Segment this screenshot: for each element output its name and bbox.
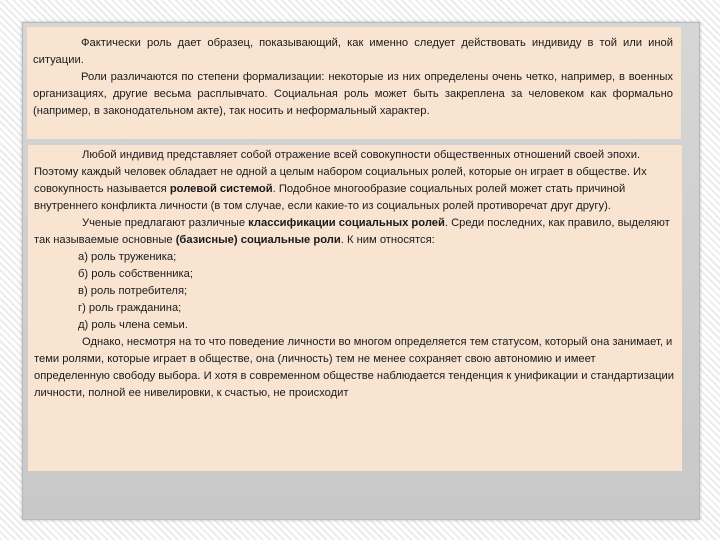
- list-item: д) роль члена семьи.: [78, 319, 188, 331]
- paragraph-role-formalization: Роли различаются по степени формализации: некоторые из них определены очень четко, например, в военных организациях, другие весьма расплывчато. Социальная роль может быть закреплена за человеком как формально (например, в законодательном акте), так носить и неформальный характер.: [33, 71, 673, 117]
- list-item: г) роль гражданина;: [78, 302, 182, 314]
- term-basic-roles: (базисные) социальные роли: [175, 234, 341, 246]
- text-segment: . Подобное многообразие социальных ролей может стать причиной внутреннего конфликта личности (в том случае, если какие-то из социальных ролей противоречат друг другу).: [34, 183, 626, 212]
- text-box-roles-definition: [27, 27, 681, 139]
- paragraph-classification: [34, 215, 674, 249]
- list-item: б) роль собственника;: [78, 268, 193, 280]
- list-item: в) роль потребителя;: [78, 285, 188, 297]
- text-segment: Ученые предлагают различные: [82, 217, 249, 229]
- text-segment: . Среди последних, как правило, выделяют так называемые основные: [34, 217, 670, 246]
- text-segment: . К ним относятся:: [340, 234, 435, 246]
- paragraph-role-system: [34, 147, 674, 215]
- text-segment: Любой индивид представляет собой отражение всей совокупности общественных отношений своей эпохи. Поэтому каждый человек обладает не одной а целым набором социальных ролей, которые он играет в обществе. Их совокупность называется: [34, 149, 647, 195]
- term-classification: классификации социальных ролей: [248, 217, 445, 229]
- term-role-system: ролевой системой: [169, 183, 273, 195]
- list-item: а) роль труженика;: [78, 251, 177, 263]
- text-box-role-system: [28, 145, 682, 471]
- paragraph-role-pattern: Фактически роль дает образец, показывающий, как именно следует действовать индивиду в той или иной ситуации.: [33, 37, 673, 66]
- paragraph-autonomy: Однако, несмотря на то что поведение личности во многом определяется тем статусом, который она занимает, и теми ролями, которые играет в обществе, она (личность) тем не менее сохраняет свою автономию и имеет определенную свободу выбора. И хотя в современном обществе наблюдается тенденция к унификации и стандартизации личности, полной ее нивелировки, к счастью, не происходит: [34, 336, 674, 399]
